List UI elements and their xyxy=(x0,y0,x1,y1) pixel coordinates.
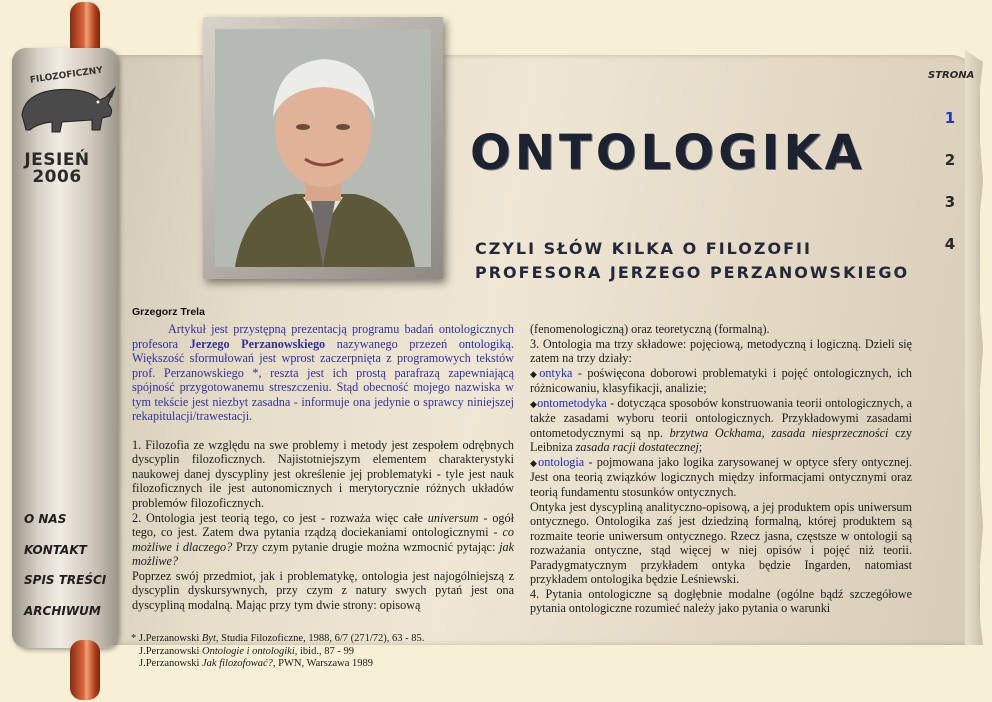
bullet-icon: ◆ xyxy=(530,398,538,409)
italic-term: Jak filozofować? xyxy=(202,658,273,669)
text-span: - dotycząca sposobów konstruowania teorii ontologicznych, a także zasadami wyboru teorii ontologicznych. Przykładowymi zasadami ontometodycznymi są np. xyxy=(530,395,912,440)
list-item-ontologia xyxy=(530,455,912,500)
text-span: , Studia Filozoficzne, 1988, 6/7 (271/72), 63 - 85. xyxy=(215,633,425,644)
page-link-4[interactable]: 4 xyxy=(944,235,956,253)
italic-term: co możliwe i dlaczego? xyxy=(132,525,514,554)
bullet-icon: ◆ xyxy=(530,457,539,468)
article-intro xyxy=(132,322,514,424)
subtitle-line-2: PROFESORA JERZEGO PERZANOWSKIEGO xyxy=(475,263,910,282)
professor-photo xyxy=(215,29,431,267)
paragraph-3: Poprzez swój przedmiot, jak i problematykę, ontologia jest najogólniejszą z dyscyplin dyskursywnych, przy czym z natury swych pytań jest ona dyscypliną modalną. Mając przy tym dwie strony: opisową xyxy=(132,568,514,612)
paragraph-1: 1. Filozofia ze względu na swe problemy i metody jest zespołem odrębnych dyscyplin filozoficznych. Najistotniejszym elementem charakterystyki naukowej danej dyscypliny jest określenie jej problematyki - tyle jest nauk filozoficznych ile jest autonomicznych i merytorycznie różnych układów problemów filozoficznych. xyxy=(132,437,514,511)
left-nav xyxy=(24,512,106,634)
italic-term: universum xyxy=(427,510,479,525)
intro-text: nazywanego przezeń xyxy=(325,336,459,351)
nav-archive[interactable]: ARCHIWUM xyxy=(24,603,101,618)
paragraph-r6: Ontyka jest dyscypliną analityczno-opisową, a jej produktem opis uniwersum ontycznego. Ontologika zaś jest dziedziną formalną, której produktem są rozmaite teorie uniwersum ontycznego. Rzecz jasna, częstsze w ontologii są rozważania ontyczne, stąd więcej w niej opisów i pojęć niż teorii. Paradygmatycznym przykładem ontyka będzie Ingarden, natomiast przykładem ontologika będzie Leśniewski. xyxy=(530,499,912,587)
term-ontyka: ontyka xyxy=(539,365,573,380)
italic-term: brzytwa Ockhama xyxy=(669,425,762,440)
text-span: Przy czym pytanie drugie można wzmocnić pytając: xyxy=(232,539,500,554)
issue-season xyxy=(22,152,92,186)
page-title: ONTOLOGIKA xyxy=(470,125,866,181)
term-ontometodyka: ontometodyka xyxy=(537,395,607,410)
paragraph-r7: 4. Pytania ontologiczne są dogłębnie modalne (ogólne bądź szczegółowe pytania ontologiczne rozumieć należy jako pytania o warunki xyxy=(530,586,912,616)
page-navigation xyxy=(928,70,975,277)
intro-text: . Większość sformułowań jest wprost zaczerpnięta z programowych tekstów prof. Perzanowskiego *, reszta jest ich prostą parafrazą zapewniającą spójność przygotowanemu streszczeniu. Stąd obecność mojego nazwiska w tym tekście jest niezbyt zasadna - informuje ona jedynie o sprawcy niniejszej rekapitulacji/trawestacji. xyxy=(132,336,514,424)
paragraph-2 xyxy=(132,511,514,569)
footnote-1 xyxy=(131,633,424,646)
season-label: JESIEŃ xyxy=(24,150,90,170)
bullet-icon: ◆ xyxy=(530,368,540,379)
text-span: 2. Ontologia jest teorią tego, co jest - rozważa więc całe xyxy=(132,510,428,525)
season-year: 2006 xyxy=(32,167,82,187)
article-column-left xyxy=(132,322,514,612)
footnote-2 xyxy=(139,646,424,659)
text-span: , ibid., 87 - 99 xyxy=(294,645,354,657)
text-span: - pojmowana jako logika zarysowanej w optyce sfery ontycznej. Jest ona teorią związków logicznych między informacjami ontycznymi oraz teorią fundamentu stosunków ontycznych. xyxy=(530,454,912,500)
footnotes xyxy=(131,633,424,671)
text-span: J.Perzanowski xyxy=(139,645,202,657)
italic-term: jak możliwe? xyxy=(132,539,514,569)
text-span: - ogół tego, co jest. Zatem dwa pytania rządzą dociekaniami ontologicznymi - xyxy=(132,510,514,540)
nav-table-of-contents[interactable]: SPIS TREŚCI xyxy=(24,573,107,587)
article-author: Grzegorz Trela xyxy=(132,306,205,318)
intro-text: Artykuł jest przystępną prezentacją programu badań ontologicznych profesora xyxy=(132,322,514,351)
italic-term: zasada racji dostatecznej xyxy=(575,440,699,455)
list-item-ontyka xyxy=(530,366,912,396)
text-span: * J.Perzanowski xyxy=(131,633,202,644)
page-link-1[interactable]: 1 xyxy=(944,109,956,127)
page-link-2[interactable]: 2 xyxy=(944,151,956,169)
text-span: ; xyxy=(698,440,703,455)
professor-name: Jerzego Perzanowskiego xyxy=(189,336,326,351)
rhino-logo[interactable] xyxy=(14,60,120,140)
text-span: czy Leibniza xyxy=(530,425,912,455)
italic-term: Ontologie i ontologiki xyxy=(202,645,295,657)
ontologika-term: ontologiką xyxy=(458,336,511,351)
nav-contact[interactable]: KONTAKT xyxy=(24,542,87,557)
nav-about-us[interactable]: O NAS xyxy=(24,512,67,526)
footnote-3 xyxy=(139,658,424,671)
italic-term: zasada niesprzeczności xyxy=(771,425,889,440)
text-span: J.Perzanowski xyxy=(139,658,202,669)
logo-text: FILOZOFICZNY xyxy=(29,65,104,86)
scroll-rod-bottom xyxy=(70,640,100,700)
paragraph-r1: (fenomenologiczną) oraz teoretyczną (formalną). xyxy=(530,322,770,336)
term-ontologia: ontologia xyxy=(538,454,585,469)
italic-term: Byt xyxy=(201,633,216,644)
text-span: , PWN, Warszawa 1989 xyxy=(272,658,374,669)
article-column-right xyxy=(530,322,912,616)
page-nav-label: STRONA xyxy=(928,70,975,81)
paragraph-r2: 3. Ontologia ma trzy składowe: pojęciową, metodyczną i logiczną. Dzieli się zatem na trzy działy: xyxy=(530,336,912,366)
text-span: , xyxy=(761,425,772,440)
author-photo-frame xyxy=(203,17,443,279)
page-link-3[interactable]: 3 xyxy=(944,193,956,211)
list-item-ontometodyka xyxy=(530,396,912,455)
subtitle-line-1: CZYLI SŁÓW KILKA O FILOZOFII xyxy=(475,239,812,258)
page-subtitle xyxy=(475,237,909,285)
text-span: - poświęcona doborowi problematyki i pojęć ontologicznych, ich różnicowaniu, klasyfikacji, analizie; xyxy=(530,365,912,396)
